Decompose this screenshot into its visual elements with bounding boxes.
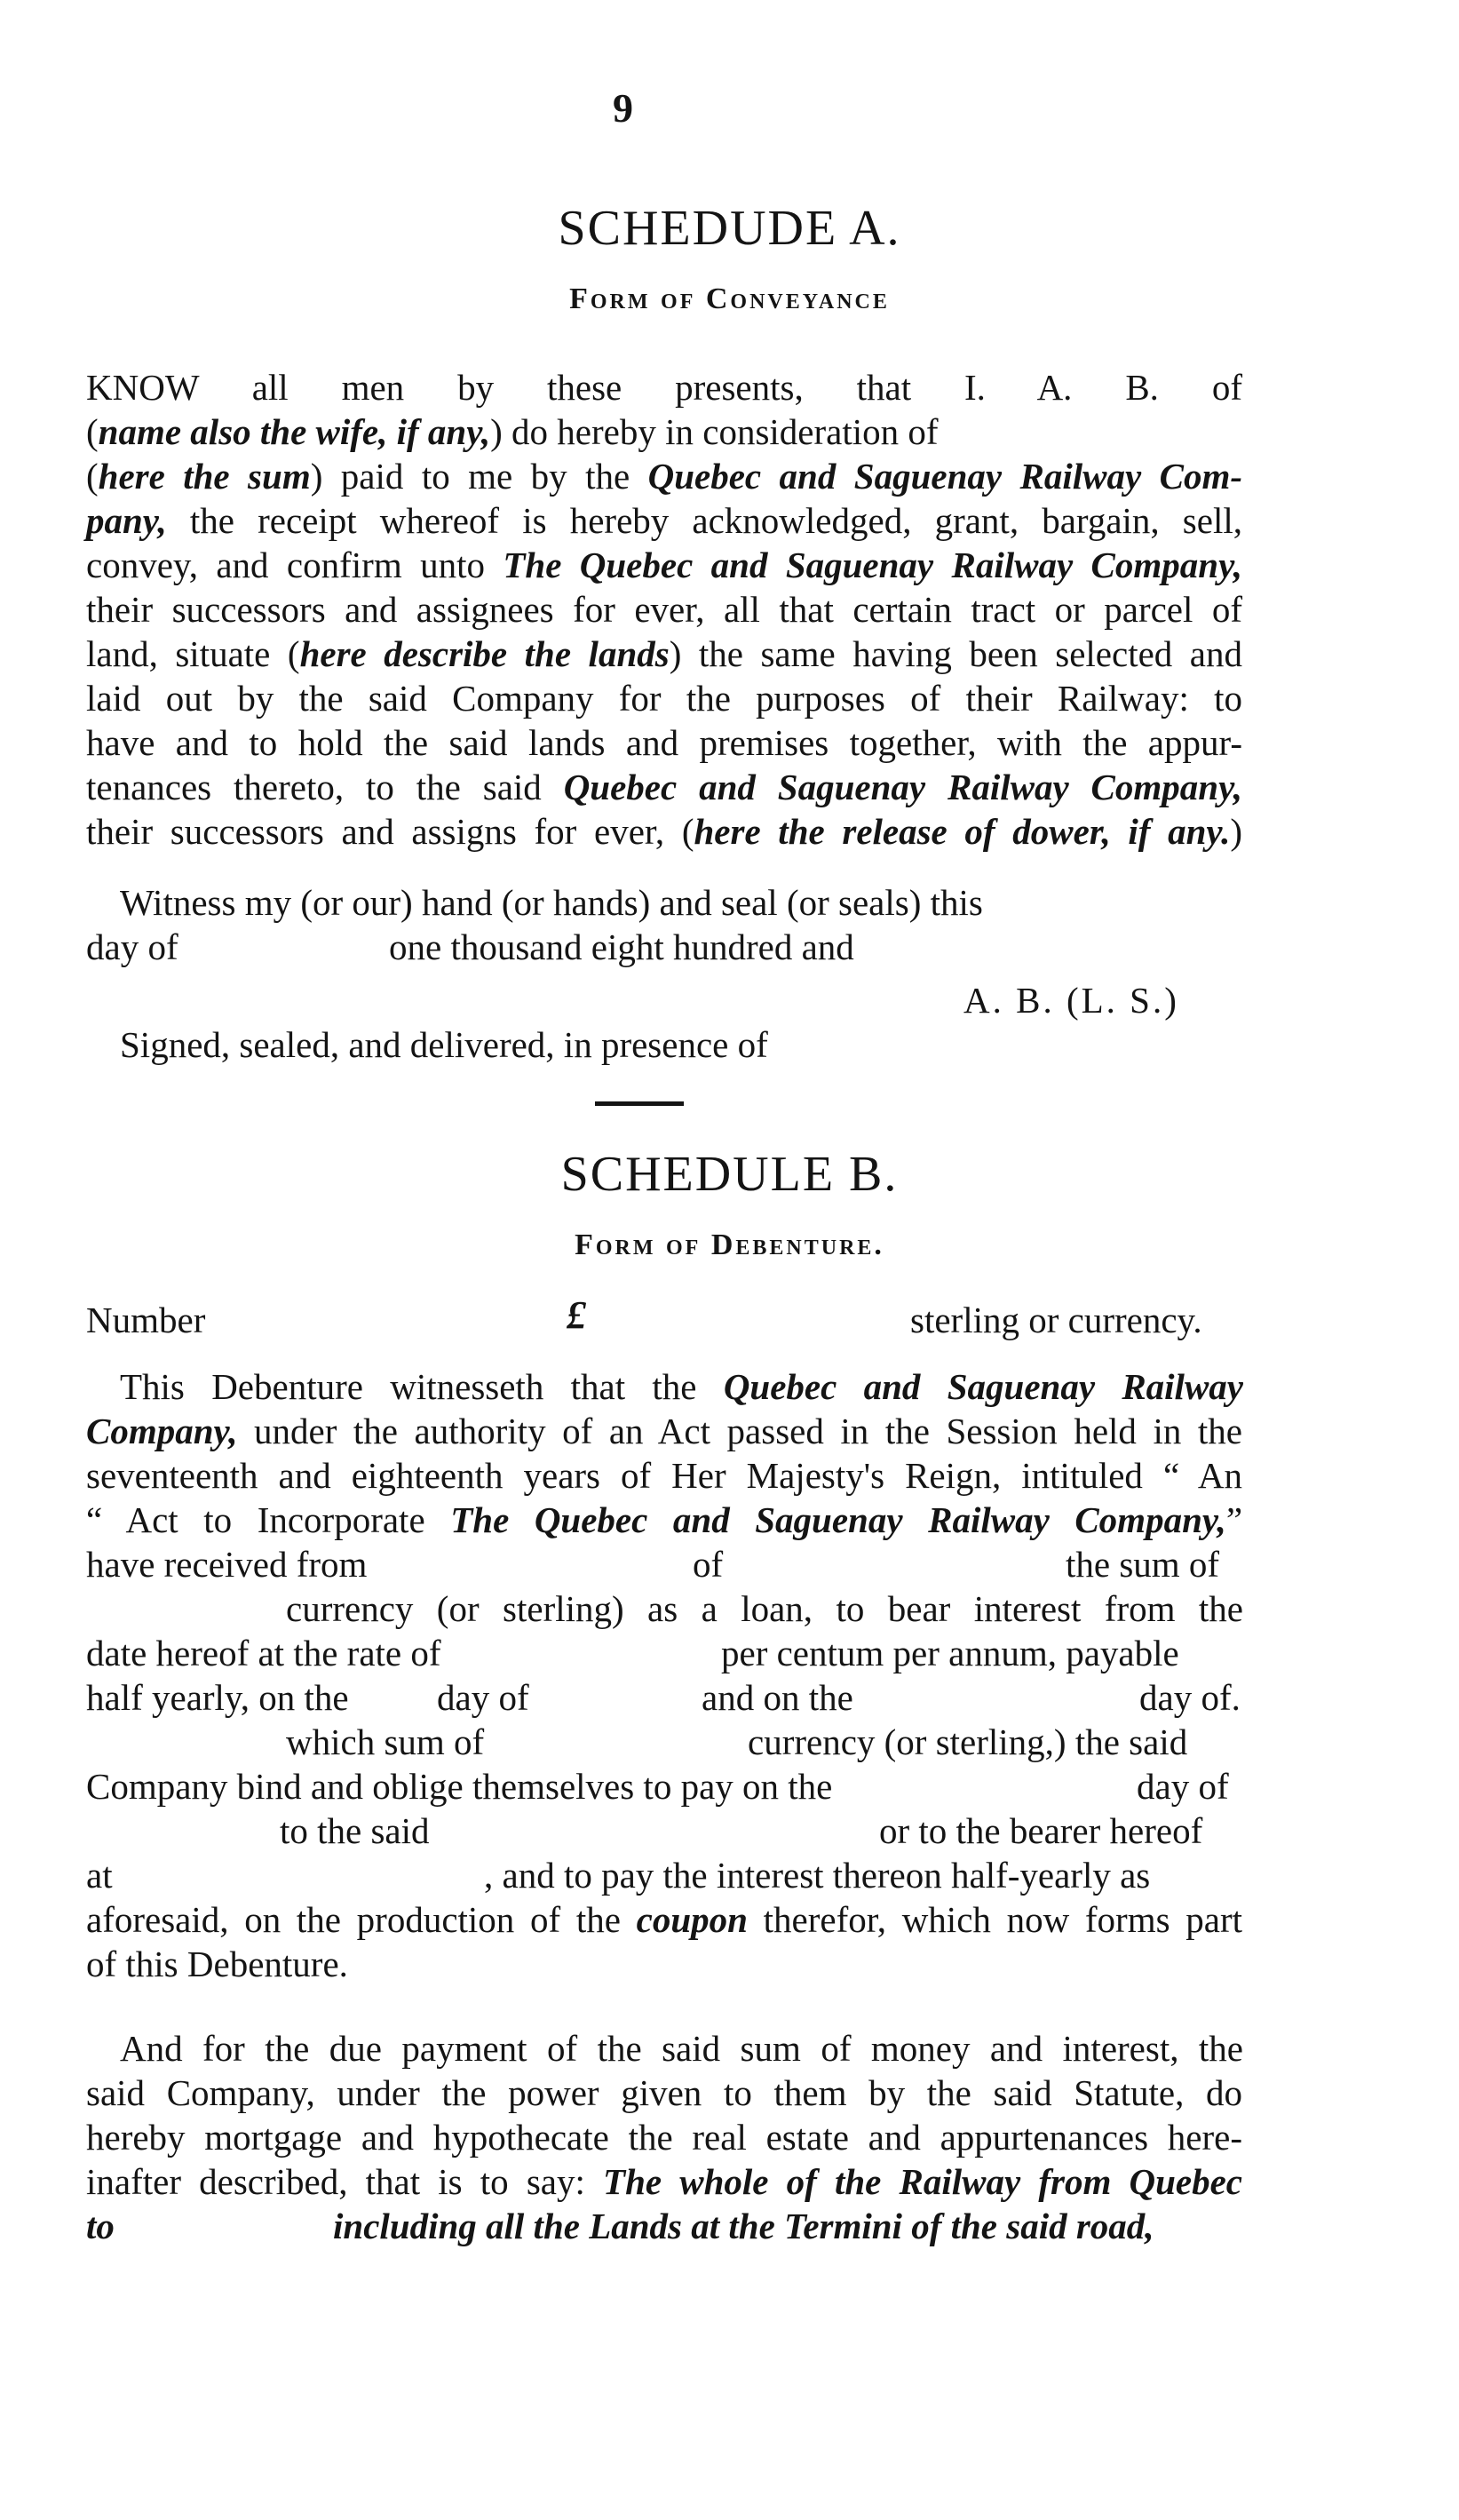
signature-ab-ls: A. B. (L. S.) <box>963 980 1179 1021</box>
debenture-line-5c: the sum of <box>1066 1544 1220 1585</box>
mortgage-line-5b: including all the Lands at the Termini of the said road, <box>333 2206 1154 2246</box>
witness-line: Witness my (or our) hand (or hands) and seal (or seals) this <box>120 882 983 923</box>
debenture-line-2: Company, under the authority of an Act passed in the Session held in the <box>86 1411 1242 1451</box>
schedule-a-line-2: (name also the wife, if any,) do hereby in consideration of <box>86 411 939 452</box>
mortgage-line-1: And for the due payment of the said sum of money and interest, the <box>120 2028 1243 2069</box>
debenture-line-12a: at <box>86 1855 113 1896</box>
mortgage-line-3: hereby mortgage and hypothecate the real estate and appurtenances here- <box>86 2117 1242 2158</box>
debenture-line-8b: day of <box>437 1677 529 1718</box>
debenture-line-5b: of <box>693 1544 724 1585</box>
debenture-line-10a: Company bind and oblige themselves to pay on the <box>86 1766 833 1807</box>
debenture-line-13: aforesaid, on the production of the coupon therefor, which now forms part <box>86 1899 1242 1940</box>
witness-year-text: one thousand eight hundred and <box>389 926 854 967</box>
debenture-line-11b: or to the bearer hereof <box>879 1810 1203 1851</box>
schedule-b-title: SCHEDULE B. <box>560 1147 899 1202</box>
debenture-line-9b: currency (or sterling,) the said <box>748 1721 1188 1762</box>
debenture-line-6: currency (or sterling) as a loan, to bear interest from the <box>286 1588 1243 1629</box>
section-divider <box>595 1101 684 1106</box>
number-label: Number <box>86 1300 206 1340</box>
debenture-line-4: “ Act to Incorporate The Quebec and Saguenay Railway Company,” <box>86 1499 1243 1540</box>
schedule-a-title: SCHEDUDE A. <box>558 201 901 256</box>
debenture-line-10b: day of <box>1137 1766 1229 1807</box>
mortgage-line-4: inafter described, that is to say: The whole of the Railway from Quebec <box>86 2161 1242 2202</box>
schedule-a-line-4: pany, the receipt whereof is hereby acknowledged, grant, bargain, sell, <box>86 500 1242 541</box>
schedule-a-subtitle: Form of Conveyance <box>569 282 890 315</box>
debenture-line-9a: which sum of <box>286 1721 485 1762</box>
debenture-line-1: This Debenture witnesseth that the Quebec and Saguenay Railway <box>120 1366 1243 1407</box>
schedule-a-line-8: laid out by the said Company for the purposes of their Railway: to <box>86 678 1242 719</box>
schedule-a-line-10: tenances thereto, to the said Quebec and Saguenay Railway Company, <box>86 767 1243 807</box>
schedule-a-line-1: KNOW all men by these presents, that I. A. B. of <box>86 367 1242 408</box>
schedule-a-line-3: (here the sum) paid to me by the Quebec and Saguenay Railway Com- <box>86 456 1242 497</box>
schedule-b-subtitle: Form of Debenture. <box>575 1228 884 1261</box>
schedule-a-line-7: land, situate (here describe the lands) the same having been selected and <box>86 633 1242 674</box>
debenture-line-5a: have received from <box>86 1544 368 1585</box>
debenture-line-11a: to the said <box>280 1810 430 1851</box>
schedule-a-line-6: their successors and assignees for ever, all that certain tract or parcel of <box>86 589 1242 630</box>
debenture-line-3: seventeenth and eighteenth years of Her Majesty's Reign, intituled “ An <box>86 1455 1242 1496</box>
debenture-line-7b: per centum per annum, payable <box>721 1633 1179 1673</box>
page-number: 9 <box>613 85 633 131</box>
debenture-line-12b: , and to pay the interest thereon half-yearly as <box>484 1855 1151 1896</box>
schedule-a-line-5: convey, and confirm unto The Quebec and Saguenay Railway Company, <box>86 545 1243 585</box>
pound-sign: £ <box>567 1293 586 1337</box>
schedule-a-line-11: their successors and assigns for ever, (here the release of dower, if any.) <box>86 811 1242 852</box>
schedule-a-line-9: have and to hold the said lands and premises together, with the appur- <box>86 722 1242 763</box>
debenture-line-14: of this Debenture. <box>86 1944 348 1984</box>
sterling-label: sterling or currency. <box>910 1300 1202 1340</box>
debenture-line-8a: half yearly, on the <box>86 1677 349 1718</box>
mortgage-line-2: said Company, under the power given to them by the said Statute, do <box>86 2072 1242 2113</box>
witness-day-of: day of <box>86 926 178 967</box>
debenture-line-7a: date hereof at the rate of <box>86 1633 441 1673</box>
signed-sealed-line: Signed, sealed, and delivered, in presence of <box>120 1024 768 1065</box>
debenture-line-8c: and on the <box>702 1677 853 1718</box>
mortgage-line-5a: to <box>86 2206 115 2246</box>
debenture-line-8d: day of. <box>1139 1677 1241 1718</box>
